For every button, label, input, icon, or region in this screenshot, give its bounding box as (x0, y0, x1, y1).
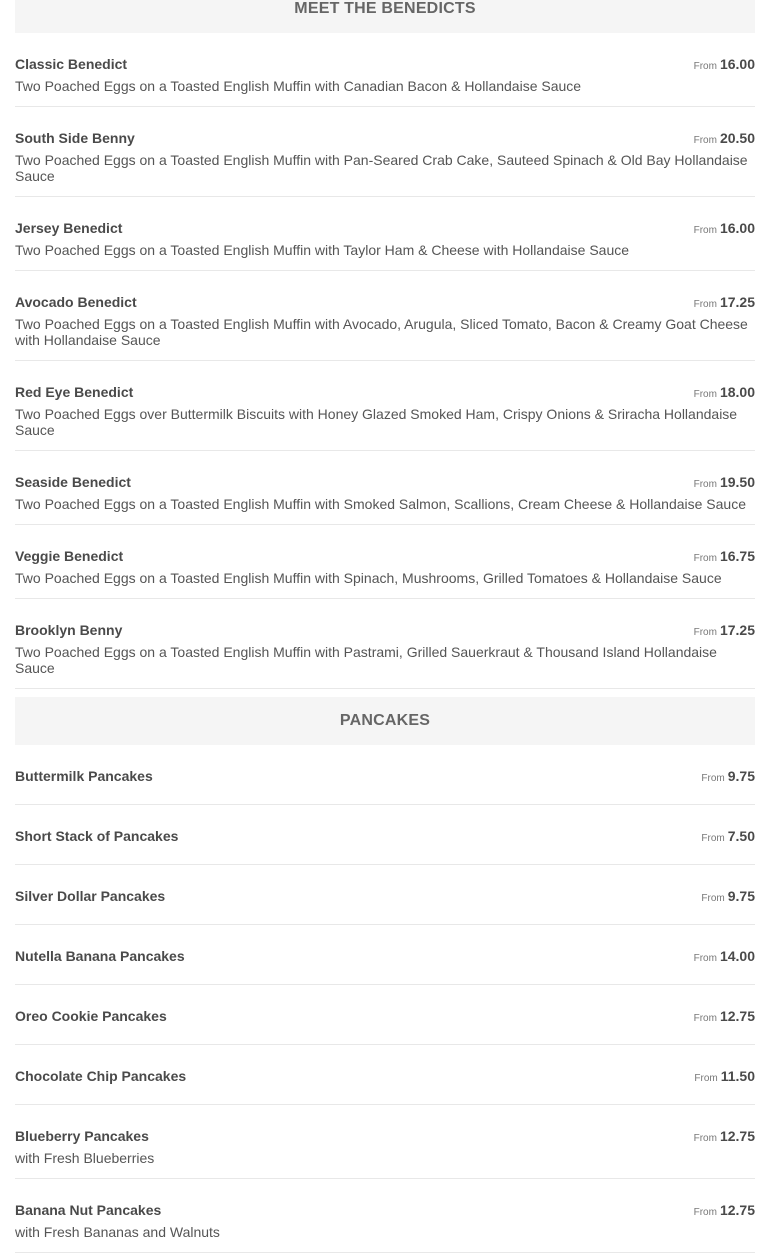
section-header-pancakes: PANCAKES (15, 697, 755, 745)
menu-item[interactable] (15, 599, 755, 689)
menu-item-price (694, 384, 755, 400)
menu-item[interactable] (15, 33, 755, 107)
menu-item-price (701, 888, 755, 904)
menu-item-row (15, 948, 755, 964)
section-header-benedicts: MEET THE BENEDICTS (15, 0, 755, 33)
menu-item-price (694, 1008, 755, 1024)
menu-item-price (694, 948, 755, 964)
menu-item-price (694, 474, 755, 490)
price-amount: 16.00 (719, 56, 755, 72)
menu-item-price (701, 768, 755, 784)
menu-item-row (15, 828, 755, 844)
price-from-label: From (693, 135, 717, 146)
pancakes-list (15, 745, 755, 1253)
menu-item-description: Two Poached Eggs on a Toasted English Muffin with Pastrami, Grilled Sauerkraut & Thousand Island Hollandaise Sauce (15, 644, 717, 676)
menu-item-row (15, 1068, 755, 1084)
price-amount: 12.75 (719, 1128, 755, 1144)
price-amount: 9.75 (727, 768, 755, 784)
menu-item-price (701, 828, 755, 844)
menu-item[interactable] (15, 1045, 755, 1105)
price-from-label: From (693, 953, 717, 964)
price-amount: 19.50 (719, 474, 755, 490)
menu-item-row (15, 474, 755, 490)
menu (15, 0, 755, 1253)
price-amount: 12.75 (719, 1202, 755, 1218)
menu-item[interactable] (15, 525, 755, 599)
menu-item[interactable] (15, 925, 755, 985)
menu-item-price (694, 1068, 755, 1084)
price-from-label: From (693, 1013, 717, 1024)
price-amount: 16.75 (719, 548, 755, 564)
menu-item-name: Buttermilk Pancakes (15, 768, 153, 784)
menu-item[interactable] (15, 805, 755, 865)
menu-item-row (15, 888, 755, 904)
price-from-label: From (693, 479, 717, 490)
menu-item-price (694, 548, 755, 564)
menu-item-description: Two Poached Eggs on a Toasted English Muffin with Smoked Salmon, Scallions, Cream Cheese & Hollandaise Sauce (15, 496, 747, 512)
menu-item-description: Two Poached Eggs on a Toasted English Muffin with Canadian Bacon & Hollandaise Sauce (15, 78, 582, 94)
price-from-label: From (701, 893, 725, 904)
menu-item-row (15, 1202, 755, 1218)
price-amount: 17.25 (719, 294, 755, 310)
menu-item-price (694, 294, 755, 310)
menu-item-name: Silver Dollar Pancakes (15, 888, 166, 904)
price-from-label: From (694, 1073, 718, 1084)
price-amount: 17.25 (719, 622, 755, 638)
menu-item-description: Two Poached Eggs on a Toasted English Muffin with Pan-Seared Crab Cake, Sauteed Spinach & Old Bay Hollandaise Sauce (15, 152, 748, 184)
menu-item-price (694, 220, 755, 236)
menu-item-price (694, 130, 755, 146)
price-from-label: From (693, 225, 717, 236)
menu-item-row (15, 384, 755, 400)
menu-item-price (694, 56, 755, 72)
price-amount: 12.75 (719, 1008, 755, 1024)
price-amount: 9.75 (727, 888, 755, 904)
price-amount: 16.00 (719, 220, 755, 236)
menu-item[interactable] (15, 865, 755, 925)
price-amount: 20.50 (719, 130, 755, 146)
menu-item-description: with Fresh Bananas and Walnuts (15, 1224, 220, 1240)
menu-item-name: Nutella Banana Pancakes (15, 948, 185, 964)
menu-item-name: Banana Nut Pancakes (15, 1202, 162, 1218)
menu-item-name: Seaside Benedict (15, 474, 131, 490)
price-amount: 11.50 (720, 1068, 755, 1084)
menu-item-row (15, 130, 755, 146)
price-from-label: From (693, 553, 717, 564)
menu-item-name: South Side Benny (15, 130, 135, 146)
menu-item-row (15, 622, 755, 638)
price-from-label: From (693, 1133, 717, 1144)
menu-item-name: Brooklyn Benny (15, 622, 123, 638)
menu-item-description: Two Poached Eggs over Buttermilk Biscuits with Honey Glazed Smoked Ham, Crispy Onions & Sriracha Hollandaise Sauce (15, 406, 738, 438)
menu-item[interactable] (15, 361, 755, 451)
price-from-label: From (693, 1207, 717, 1218)
menu-item[interactable] (15, 271, 755, 361)
menu-item-description: Two Poached Eggs on a Toasted English Muffin with Avocado, Arugula, Sliced Tomato, Bacon & Creamy Goat Cheese with Hollandaise Sauce (15, 316, 748, 348)
price-amount: 18.00 (719, 384, 755, 400)
menu-item-name: Classic Benedict (15, 56, 128, 72)
menu-item-description: with Fresh Blueberries (15, 1150, 155, 1166)
menu-item-name: Blueberry Pancakes (15, 1128, 149, 1144)
menu-item[interactable] (15, 1105, 755, 1179)
menu-item-name: Oreo Cookie Pancakes (15, 1008, 167, 1024)
menu-item-row (15, 294, 755, 310)
menu-item[interactable] (15, 1179, 755, 1253)
menu-item-row (15, 1008, 755, 1024)
menu-item[interactable] (15, 107, 755, 197)
menu-item-row (15, 56, 755, 72)
price-amount: 14.00 (719, 948, 755, 964)
menu-item[interactable] (15, 985, 755, 1045)
price-from-label: From (701, 773, 725, 784)
menu-item-row (15, 1128, 755, 1144)
menu-item-description: Two Poached Eggs on a Toasted English Muffin with Taylor Ham & Cheese with Hollandaise Sauce (15, 242, 630, 258)
menu-item-row (15, 220, 755, 236)
menu-item-row (15, 768, 755, 784)
menu-item[interactable] (15, 197, 755, 271)
menu-item-name: Avocado Benedict (15, 294, 137, 310)
menu-item-price (694, 622, 755, 638)
price-from-label: From (693, 61, 717, 72)
price-from-label: From (693, 389, 717, 400)
menu-item-name: Chocolate Chip Pancakes (15, 1068, 187, 1084)
menu-item-name: Red Eye Benedict (15, 384, 134, 400)
price-from-label: From (701, 833, 725, 844)
price-from-label: From (693, 299, 717, 310)
menu-item-name: Veggie Benedict (15, 548, 124, 564)
menu-item[interactable] (15, 451, 755, 525)
menu-item-description: Two Poached Eggs on a Toasted English Muffin with Spinach, Mushrooms, Grilled Tomatoes & Hollandaise Sauce (15, 570, 722, 586)
menu-item-price (694, 1128, 755, 1144)
menu-item-price (694, 1202, 755, 1218)
menu-item-row (15, 548, 755, 564)
menu-item-name: Jersey Benedict (15, 220, 123, 236)
benedicts-list (15, 33, 755, 689)
menu-item[interactable] (15, 745, 755, 805)
menu-item-name: Short Stack of Pancakes (15, 828, 179, 844)
price-from-label: From (693, 627, 717, 638)
price-amount: 7.50 (727, 828, 755, 844)
